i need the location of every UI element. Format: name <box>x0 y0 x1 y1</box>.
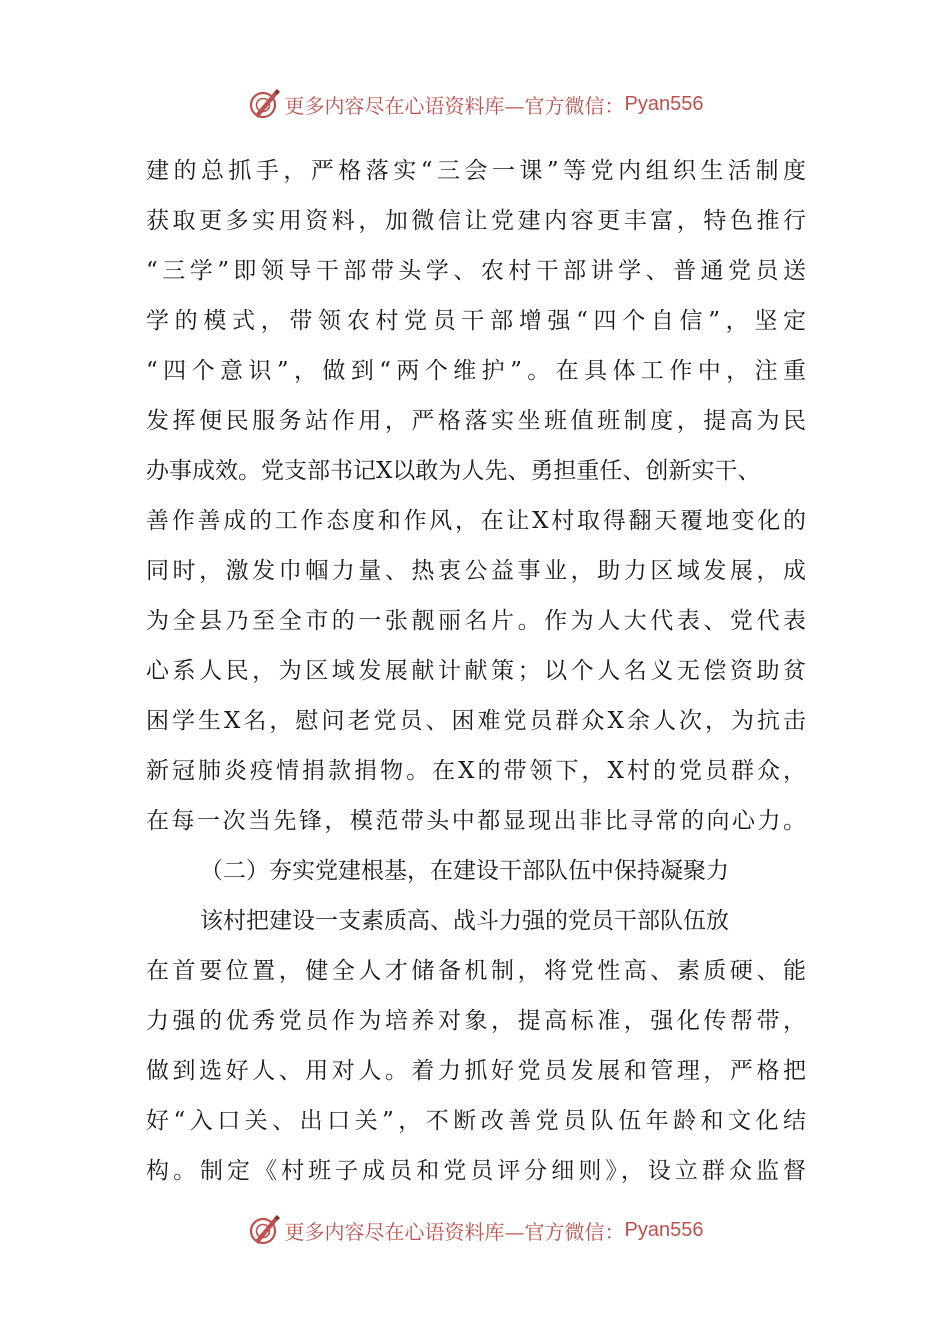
banner-text: 更多内容尽在心语资料库—官方微信： <box>284 1219 625 1244</box>
pen-circle-logo-icon <box>247 1213 281 1247</box>
banner-text: 更多内容尽在心语资料库—官方微信： <box>284 93 625 118</box>
body-line: “三学”即领导干部带头学、农村干部讲学、普通党员送 <box>146 258 806 284</box>
header-banner <box>0 84 950 124</box>
body-line: 构。制定《村班子成员和党员评分细则》，设立群众监督 <box>146 1158 806 1184</box>
body-line: 发挥便民服务站作用，严格落实坐班值班制度，提高为民 <box>146 408 806 434</box>
body-line: 办事成效。党支部书记X以敢为人先、勇担重任、创新实干、 <box>146 458 761 484</box>
body-line: 做到选好人、用对人。着力抓好党员发展和管理，严格把 <box>146 1058 806 1084</box>
body-line: 善作善成的工作态度和作风，在让X村取得翻天覆地变化的 <box>146 508 806 534</box>
body-line: 好“入口关、出口关”，不断改善党员队伍年龄和文化结 <box>146 1108 806 1134</box>
body-line: 在首要位置，健全人才储备机制，将党性高、素质硬、能 <box>146 958 806 984</box>
body-line: 在每一次当先锋，模范带头中都显现出非比寻常的向心力。 <box>146 808 806 834</box>
body-line: 困学生X名，慰问老党员、困难党员群众X余人次，为抗击 <box>146 708 806 734</box>
body-line: 力强的优秀党员作为培养对象，提高标准，强化传帮带， <box>146 1008 806 1034</box>
body-line: 获取更多实用资料，加微信让党建内容更丰富，特色推行 <box>146 208 806 234</box>
body-line: 学的模式，带领农村党员干部增强“四个自信”，坚定 <box>146 308 806 334</box>
section-heading: （二）夯实党建根基，在建设干部队伍中保持凝聚力 <box>200 858 729 884</box>
body-line: 心系人民，为区域发展献计献策；以个人名义无偿资助贫 <box>146 658 806 684</box>
pen-circle-logo-icon <box>247 87 281 121</box>
body-line: 该村把建设一支素质高、战斗力强的党员干部队伍放 <box>200 908 729 934</box>
banner-wechat-id: Pyan556 <box>624 92 704 115</box>
body-line: 新冠肺炎疫情捐款捐物。在X的带领下，X村的党员群众， <box>146 758 806 784</box>
banner-wechat-id: Pyan556 <box>624 1218 704 1241</box>
body-line: 同时，激发巾帼力量、热衷公益事业，助力区域发展，成 <box>146 558 806 584</box>
body-line: “四个意识”，做到“两个维护”。在具体工作中，注重 <box>146 358 806 384</box>
footer-banner <box>0 1210 950 1250</box>
document-body <box>146 146 806 1196</box>
body-line: 建的总抓手，严格落实“三会一课”等党内组织生活制度 <box>146 158 806 184</box>
body-line: 为全县乃至全市的一张靓丽名片。作为人大代表、党代表 <box>146 608 806 634</box>
